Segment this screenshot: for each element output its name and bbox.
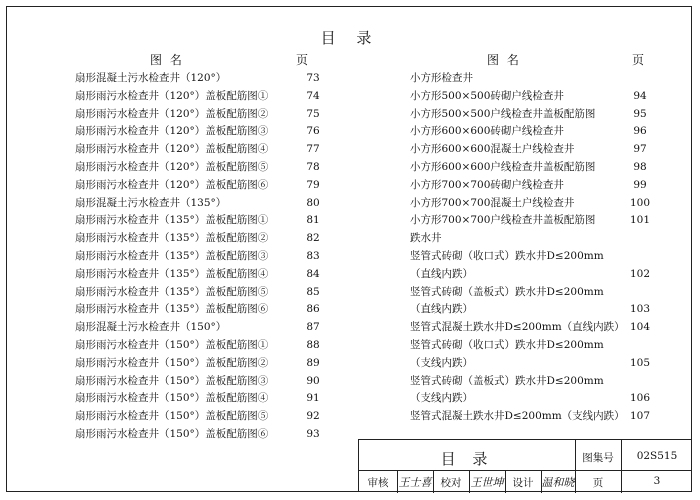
title-block-title: 目 录: [440, 450, 494, 468]
index-entry: [410, 195, 670, 213]
review-label: 审核: [367, 477, 389, 489]
index-entry: [410, 88, 670, 106]
index-entry: [75, 177, 335, 195]
entry-title: 扇形雨污水检查井（135°）盖板配筋图⑥: [75, 303, 269, 316]
entry-title: 小方形600×600砖砌户线检查井: [410, 125, 564, 138]
entry-page-number: 100: [629, 196, 651, 209]
entry-page-number: 92: [306, 410, 320, 423]
entry-title: 扇形雨污水检查井（150°）盖板配筋图⑤: [75, 410, 269, 423]
entry-page-number: 76: [306, 125, 320, 138]
entry-title: 扇形雨污水检查井（120°）盖板配筋图⑤: [75, 160, 269, 173]
entry-page-number: 105: [629, 356, 651, 369]
entry-title: 扇形雨污水检查井（120°）盖板配筋图③: [75, 125, 269, 138]
entry-title: 扇形雨污水检查井（120°）盖板配筋图⑥: [75, 178, 269, 191]
left-name-header: 图 名: [150, 53, 184, 67]
index-entry: [410, 106, 670, 124]
index-entry: [75, 284, 335, 302]
entry-page-number: 107: [629, 410, 651, 423]
index-entry: [410, 230, 670, 248]
entry-title: 竖管式混凝土跌水井D≤200mm（支线内跌）: [410, 410, 625, 423]
entry-page-number: 101: [629, 214, 651, 227]
index-entry: [410, 408, 670, 426]
entry-page-number: 94: [633, 89, 647, 102]
entry-page-number: 98: [633, 160, 647, 173]
check-signature: 王世坤: [470, 476, 504, 489]
index-entry: [75, 141, 335, 159]
index-entry: [410, 284, 670, 320]
page-label: 页: [592, 477, 604, 489]
entry-title: 扇形雨污水检查井（135°）盖板配筋图⑤: [75, 285, 269, 298]
entry-title: 扇形雨污水检查井（120°）盖板配筋图②: [75, 107, 269, 120]
index-entry: [75, 88, 335, 106]
right-page-header: 页: [632, 53, 647, 67]
entry-page-number: 104: [629, 321, 651, 334]
index-entry: [75, 301, 335, 319]
entry-title: 扇形混凝土污水检查井（135°）: [75, 196, 227, 209]
entry-page-number: 84: [306, 267, 320, 280]
index-entry: [75, 106, 335, 124]
entry-page-number: 80: [306, 196, 320, 209]
index-entry: [75, 319, 335, 337]
entry-page-number: 88: [306, 338, 320, 351]
index-entry: [75, 248, 335, 266]
entry-title: 扇形雨污水检查井（150°）盖板配筋图②: [75, 356, 269, 369]
design-signature: 温和晓: [541, 476, 575, 489]
index-entry: [410, 70, 670, 88]
entry-page-number: 74: [306, 89, 320, 102]
entry-title: 小方形600×600混凝土户线检查井: [410, 143, 575, 156]
entry-page-number: 73: [306, 72, 320, 84]
entry-title: 扇形混凝土污水检查井（150°）: [75, 321, 227, 334]
entry-page-number: 96: [633, 125, 647, 138]
index-entry: [75, 355, 335, 373]
index-entry: [75, 123, 335, 141]
index-entry: [410, 212, 670, 230]
entry-page-number: 90: [306, 374, 320, 387]
right-name-header: 图 名: [487, 53, 521, 67]
entry-title: 扇形雨污水检查井（150°）盖板配筋图⑥: [75, 427, 269, 440]
entry-page-number: 86: [306, 303, 320, 316]
index-entry: [75, 159, 335, 177]
entry-page-number: 89: [306, 356, 320, 369]
index-entry: [75, 408, 335, 426]
entry-page-number: 83: [306, 249, 320, 262]
entry-title: 竖管式砖砌（盖板式）跌水井D≤200mm（支线内跌）: [410, 374, 604, 405]
page-title: 目 录: [320, 29, 380, 47]
entry-page-number: 75: [306, 107, 320, 120]
entry-title: 小方形检查井: [410, 72, 473, 84]
entry-title: 竖管式混凝土跌水井D≤200mm（直线内跌）: [410, 321, 625, 334]
entry-title: 跌水井: [410, 232, 442, 245]
entry-page-number: 95: [633, 107, 647, 120]
entry-title: 扇形雨污水检查井（135°）盖板配筋图②: [75, 232, 269, 245]
index-entry: [75, 337, 335, 355]
entry-title: 扇形雨污水检查井（120°）盖板配筋图①: [75, 89, 269, 102]
index-entry: [75, 373, 335, 391]
entry-title: 扇形雨污水检查井（150°）盖板配筋图①: [75, 338, 269, 351]
entry-page-number: 85: [306, 285, 320, 298]
index-entry: [75, 426, 335, 444]
entry-page-number: 78: [306, 160, 320, 173]
entry-title: 扇形雨污水检查井（150°）盖板配筋图③: [75, 374, 269, 387]
index-entry: [75, 195, 335, 213]
entry-title: 竖管式砖砌（盖板式）跌水井D≤200mm（直线内跌）: [410, 285, 604, 316]
entry-page-number: 81: [306, 214, 320, 227]
entry-title: 扇形雨污水检查井（135°）盖板配筋图①: [75, 214, 269, 227]
entry-page-number: 93: [306, 427, 320, 440]
entry-page-number: 77: [306, 143, 320, 156]
entry-title: 小方形500×500砖砌户线检查井: [410, 89, 564, 102]
entry-title: 小方形600×600户线检查井盖板配筋图: [410, 160, 596, 173]
entry-page-number: 99: [633, 178, 647, 191]
index-entry: [75, 390, 335, 408]
entry-title: 小方形700×700砖砌户线检查井: [410, 178, 564, 191]
entry-title: 竖管式砖砌（收口式）跌水井D≤200mm（直线内跌）: [410, 249, 604, 280]
index-entry: [410, 248, 670, 284]
title-block: [358, 439, 692, 492]
entry-page-number: 97: [633, 143, 647, 156]
index-entry: [410, 319, 670, 337]
index-entry: [75, 70, 335, 88]
entry-page-number: 87: [306, 321, 320, 334]
review-signature: 王士喜: [398, 476, 432, 489]
entry-title: 扇形雨污水检查井（135°）盖板配筋图③: [75, 249, 269, 262]
entry-title: 小方形700×700户线检查井盖板配筋图: [410, 214, 596, 227]
index-entry: [75, 266, 335, 284]
entry-title: 扇形混凝土污水检查井（120°）: [75, 72, 227, 84]
atlas-number: 02S515: [636, 450, 678, 462]
entry-title: 扇形雨污水检查井（150°）盖板配筋图④: [75, 392, 269, 405]
entry-page-number: 103: [629, 303, 651, 316]
entry-title: 扇形雨污水检查井（135°）盖板配筋图④: [75, 267, 269, 280]
entry-page-number: 79: [306, 178, 320, 191]
left-index-list: [75, 70, 335, 444]
entry-title: 小方形700×700混凝土户线检查井: [410, 196, 575, 209]
entry-page-number: 102: [629, 267, 651, 280]
index-entry: [75, 230, 335, 248]
entry-page-number: 82: [306, 232, 320, 245]
design-label: 设计: [512, 477, 534, 489]
atlas-label: 图集号: [582, 452, 614, 464]
page-number: 3: [653, 475, 661, 487]
index-entry: [410, 177, 670, 195]
index-entry: [410, 373, 670, 409]
entry-page-number: 91: [306, 392, 320, 405]
left-page-header: 页: [296, 53, 311, 67]
entry-page-number: 106: [629, 392, 651, 405]
index-entry: [410, 337, 670, 373]
entry-title: 扇形雨污水检查井（120°）盖板配筋图④: [75, 143, 269, 156]
entry-title: 小方形500×500户线检查井盖板配筋图: [410, 107, 596, 120]
right-index-list: [410, 70, 670, 426]
check-label: 校对: [440, 477, 462, 489]
index-entry: [410, 141, 670, 159]
index-entry: [410, 159, 670, 177]
index-entry: [75, 212, 335, 230]
entry-title: 竖管式砖砌（收口式）跌水井D≤200mm（支线内跌）: [410, 338, 604, 369]
index-entry: [410, 123, 670, 141]
